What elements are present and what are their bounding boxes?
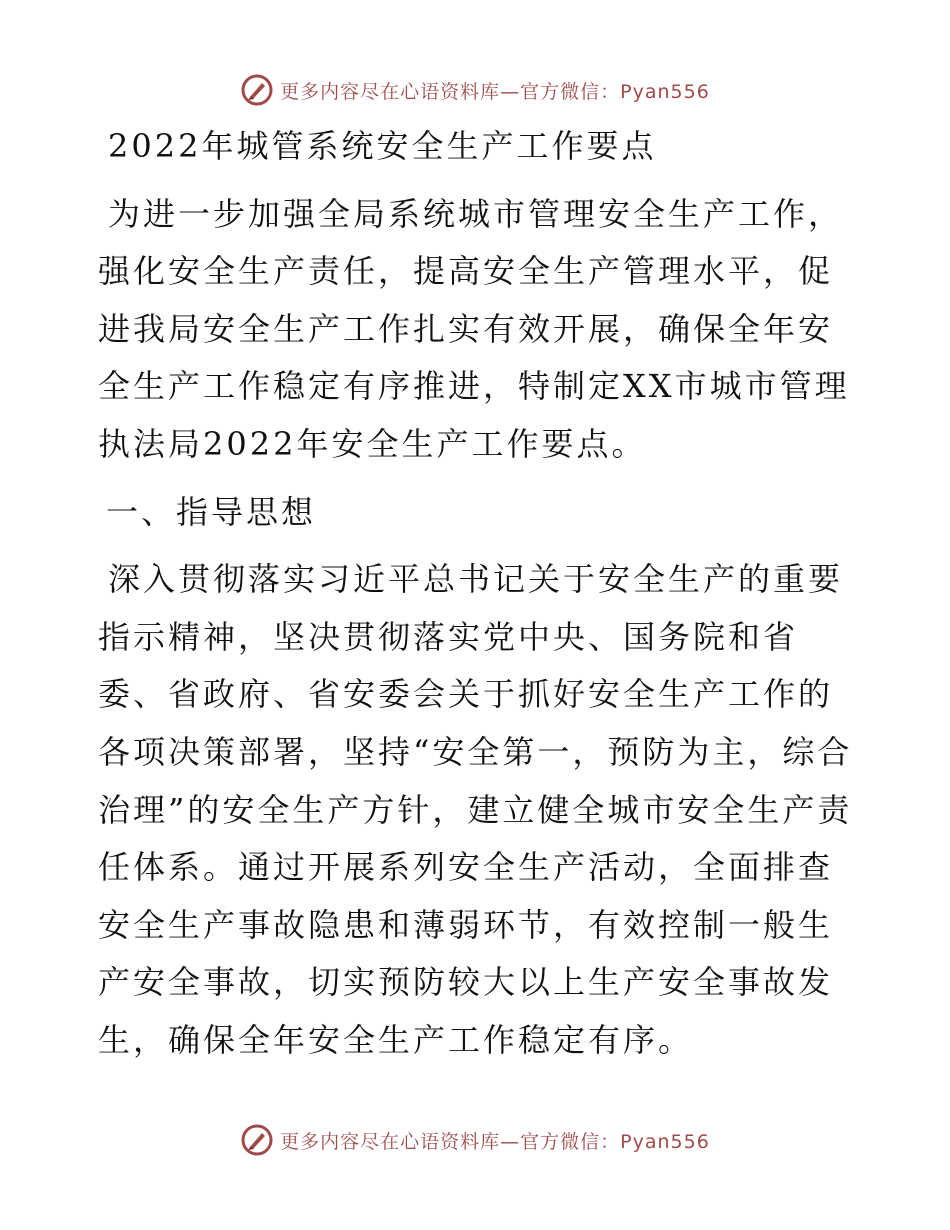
guiding-ideology-paragraph: 深入贯彻落实习近平总书记关于安全生产的重要指示精神，坚决贯彻落实党中央、国务院和省委、省政府、省安委会关于抓好安全生产工作的各项决策部署，坚持“安全第一，预防为主，综合治理”的安全生产方针，建立健全城市安全生产责任体系。通过开展系列安全生产活动，全面排查安全生产事故隐患和薄弱环节，有效控制一般生产安全事故，切实预防较大以上生产安全事故发生，确保全年安全生产工作稳定有序。 bbox=[98, 560, 853, 1059]
footer-watermark bbox=[0, 1120, 950, 1160]
pen-logo-icon bbox=[240, 73, 274, 107]
document-title: 2022年城管系统安全生产工作要点 bbox=[108, 127, 657, 165]
watermark-text: 更多内容尽在心语资料库—官方微信：Pyan556 bbox=[280, 1130, 710, 1153]
pen-logo-icon bbox=[240, 1123, 274, 1157]
document-body bbox=[98, 118, 858, 1070]
section-heading-guiding-ideology: 一、指导思想 bbox=[106, 492, 317, 531]
intro-paragraph: 为进一步加强全局系统城市管理安全生产工作，强化安全生产责任，提高安全生产管理水平，促进我局安全生产工作扎实有效开展，确保全年安全生产工作稳定有序推进，特制定XX市城市管理执法局2022年安全生产工作要点。 bbox=[98, 194, 850, 463]
watermark-text: 更多内容尽在心语资料库—官方微信：Pyan556 bbox=[280, 80, 710, 103]
header-watermark bbox=[0, 70, 950, 110]
